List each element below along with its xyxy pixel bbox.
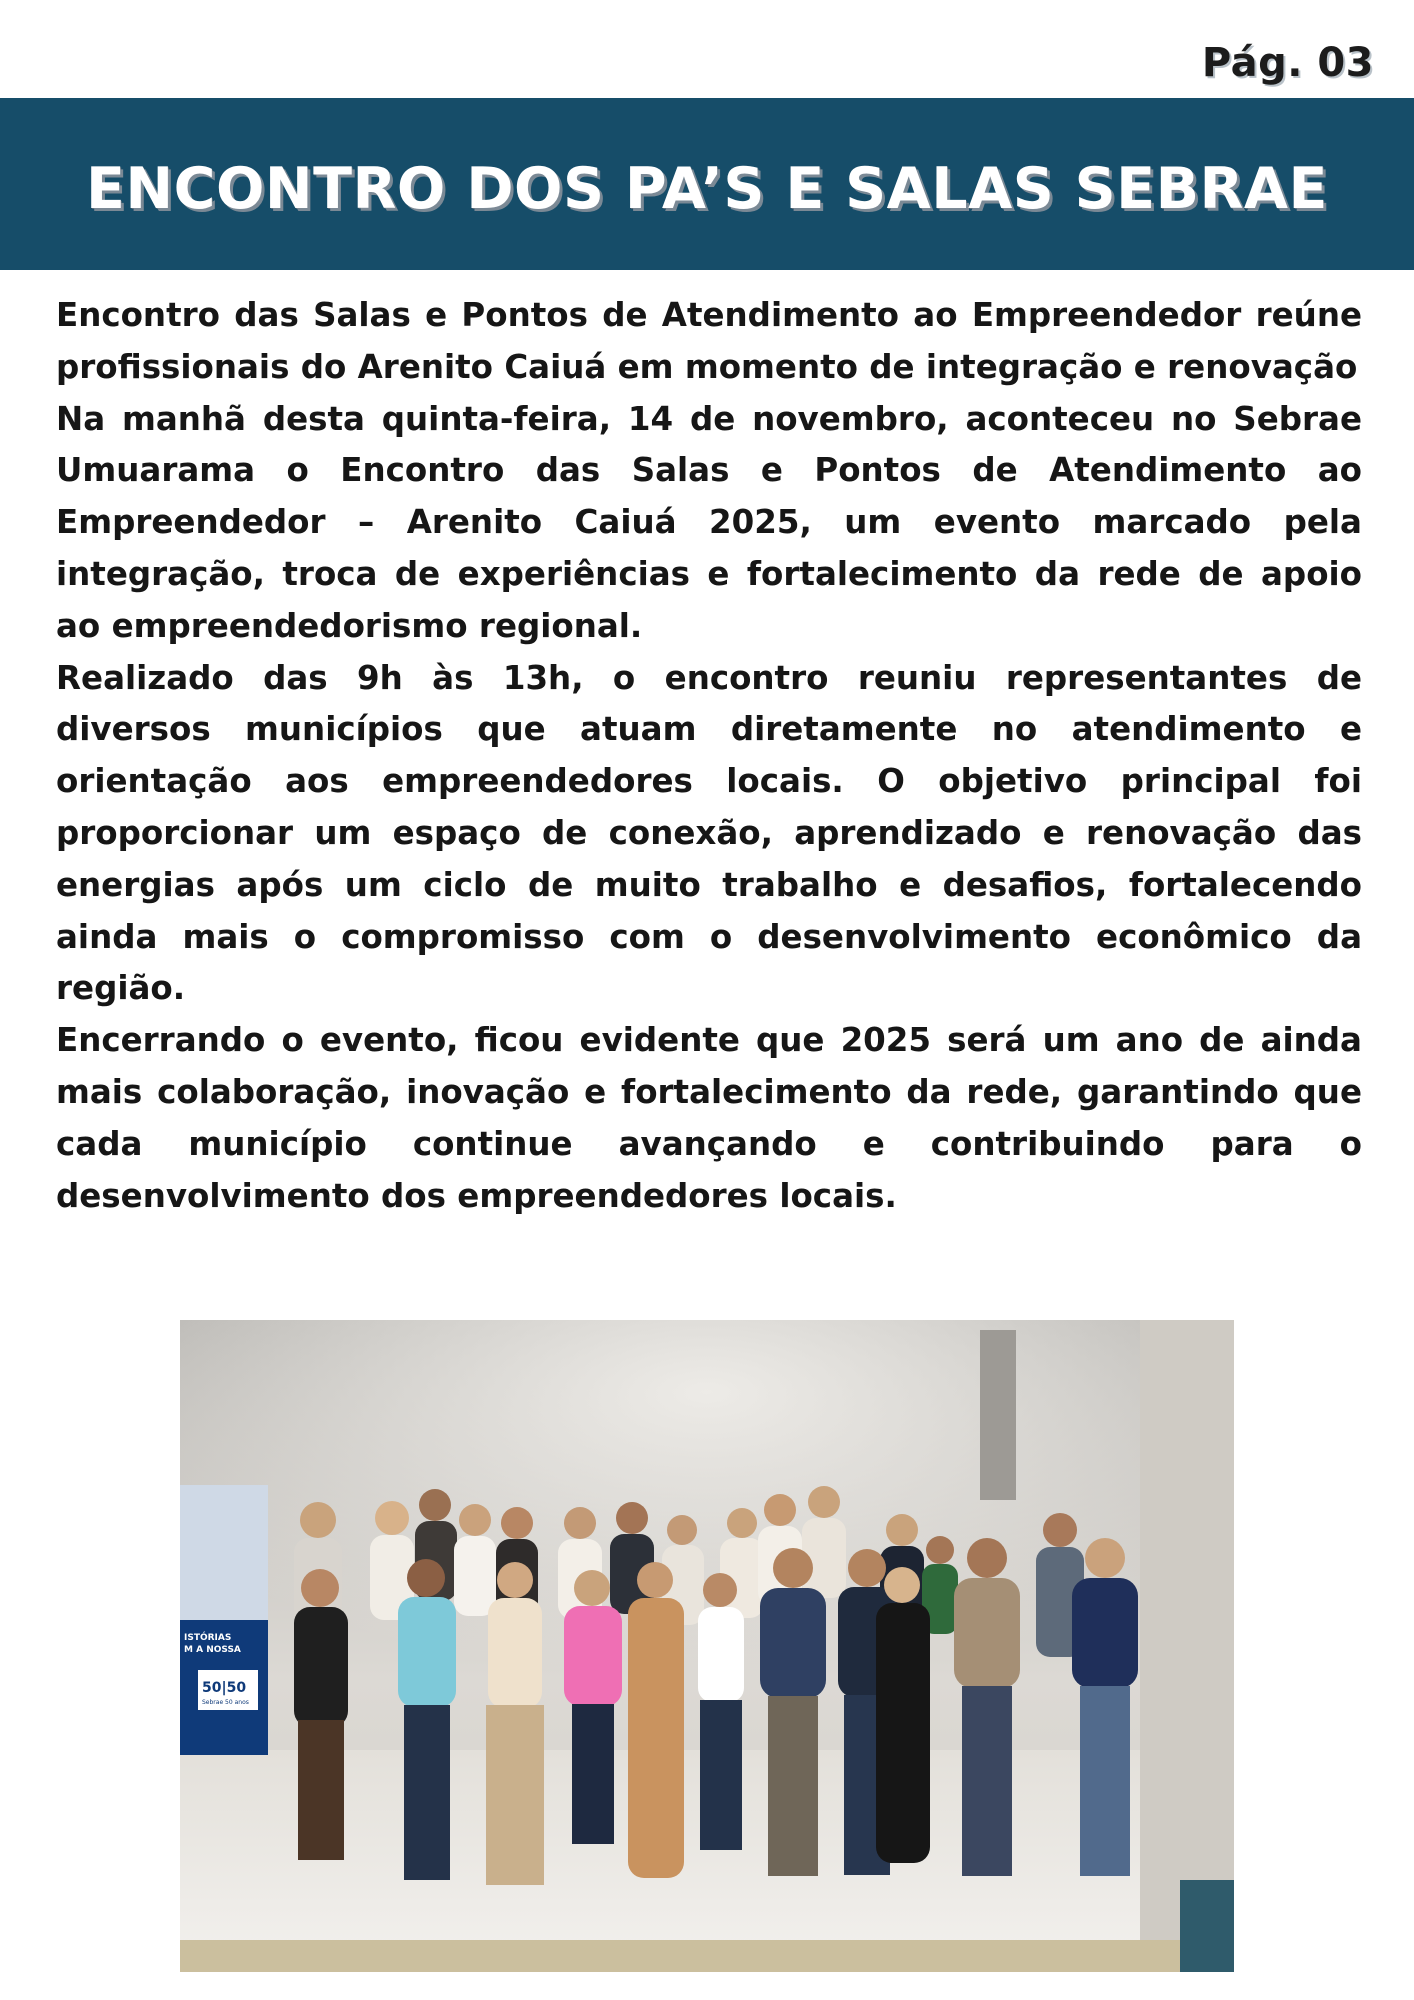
banner-logo: 50|50 bbox=[202, 1680, 247, 1696]
page-number: Pág. 03 bbox=[1201, 40, 1374, 86]
article-paragraph: Realizado das 9h às 13h, o encontro reuniu representantes de diversos municípios que atuam diretamente no atendimento e orientação aos empreendedores locais. O objetivo principal foi proporcionar um espaço de conexão, aprendizado e renovação das energias após um ciclo de muito trabalho e desafios, fortalecendo ainda mais o compromisso com o desenvolvimento econômico da região. bbox=[56, 658, 1362, 1008]
title-banner bbox=[0, 98, 1414, 270]
banner-text: M A NOSSA bbox=[184, 1645, 241, 1655]
article-paragraph: Encerrando o evento, ficou evidente que 2025 será um ano de ainda mais colaboração, inovação e fortalecimento da rede, garantindo que cada município continue avançando e contribuindo para o desenvolvimento dos empreendedores locais. bbox=[56, 1021, 1362, 1215]
article-body bbox=[56, 290, 1362, 1222]
article-headline: Encontro das Salas e Pontos de Atendimento ao Empreendedor reúne profissionais do Arenito Caiuá em momento de integração e renovação bbox=[56, 296, 1362, 386]
article-paragraph: Na manhã desta quinta-feira, 14 de novembro, aconteceu no Sebrae Umuarama o Encontro das Salas e Pontos de Atendimento ao Empreendedor – Arenito Caiuá 2025, um evento marcado pela integração, troca de experiências e fortalecimento da rede de apoio ao empreendedorismo regional. bbox=[56, 399, 1362, 645]
page-title: ENCONTRO DOS PA’S E SALAS SEBRAE bbox=[85, 156, 1328, 222]
banner-logo-sub: Sebrae 50 anos bbox=[202, 1699, 249, 1706]
banner-text: ISTÓRIAS bbox=[184, 1633, 232, 1643]
event-banner bbox=[180, 1485, 268, 1755]
group-photo bbox=[180, 1320, 1234, 1972]
